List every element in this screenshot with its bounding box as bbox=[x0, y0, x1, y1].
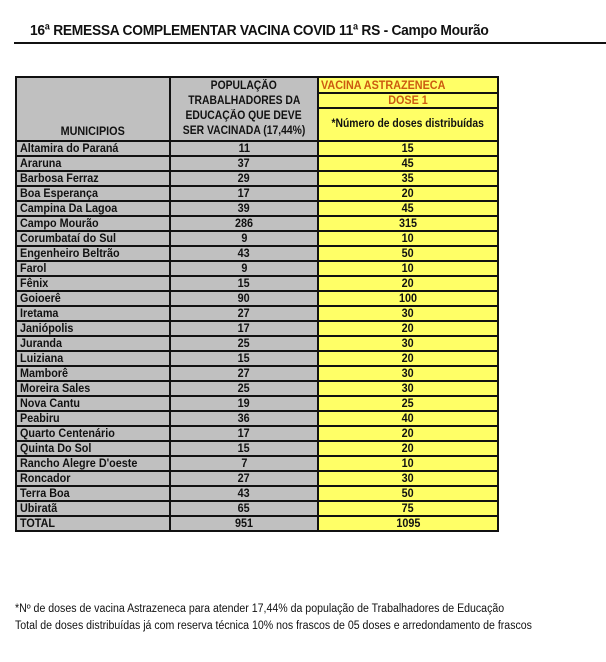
table-row bbox=[16, 141, 498, 156]
cell-municipio: TOTAL bbox=[16, 516, 170, 531]
cell-populacao: 37 bbox=[170, 156, 318, 171]
cell-populacao: 25 bbox=[170, 336, 318, 351]
cell-doses: 15 bbox=[318, 141, 498, 156]
cell-populacao: 43 bbox=[170, 246, 318, 261]
cell-municipio: Moreira Sales bbox=[16, 381, 170, 396]
cell-populacao: 43 bbox=[170, 486, 318, 501]
cell-populacao: 9 bbox=[170, 261, 318, 276]
cell-populacao: 15 bbox=[170, 441, 318, 456]
header-dose-1: DOSE 1 bbox=[318, 93, 498, 108]
cell-populacao: 286 bbox=[170, 216, 318, 231]
vaccine-distribution-table bbox=[15, 76, 499, 532]
header-doses-note: *Número de doses distribuídas bbox=[318, 108, 498, 141]
table-row bbox=[16, 231, 498, 246]
cell-doses: 25 bbox=[318, 396, 498, 411]
cell-doses: 100 bbox=[318, 291, 498, 306]
table-row bbox=[16, 441, 498, 456]
cell-populacao: 17 bbox=[170, 426, 318, 441]
footnote-reserva-tecnica: Total de doses distribuídas já com reserva técnica 10% nos frascos de 05 doses e arredondamento de frascos bbox=[15, 620, 532, 632]
table-row bbox=[16, 201, 498, 216]
cell-populacao: 39 bbox=[170, 201, 318, 216]
cell-doses: 30 bbox=[318, 366, 498, 381]
cell-doses: 10 bbox=[318, 456, 498, 471]
table-row bbox=[16, 486, 498, 501]
cell-populacao: 27 bbox=[170, 471, 318, 486]
header-vacina-astrazeneca: VACINA ASTRAZENECA bbox=[318, 77, 498, 93]
cell-doses: 35 bbox=[318, 171, 498, 186]
table-row bbox=[16, 411, 498, 426]
table-row bbox=[16, 366, 498, 381]
cell-municipio: Quinta Do Sol bbox=[16, 441, 170, 456]
cell-municipio: Barbosa Ferraz bbox=[16, 171, 170, 186]
cell-doses: 45 bbox=[318, 156, 498, 171]
cell-populacao: 17 bbox=[170, 321, 318, 336]
cell-municipio: Goioerê bbox=[16, 291, 170, 306]
cell-municipio: Engenheiro Beltrão bbox=[16, 246, 170, 261]
cell-populacao: 17 bbox=[170, 186, 318, 201]
cell-populacao: 65 bbox=[170, 501, 318, 516]
cell-populacao: 7 bbox=[170, 456, 318, 471]
table-row bbox=[16, 306, 498, 321]
cell-populacao: 25 bbox=[170, 381, 318, 396]
table-row bbox=[16, 156, 498, 171]
cell-municipio: Rancho Alegre D'oeste bbox=[16, 456, 170, 471]
cell-populacao: 36 bbox=[170, 411, 318, 426]
cell-populacao: 9 bbox=[170, 231, 318, 246]
cell-doses: 50 bbox=[318, 486, 498, 501]
cell-municipio: Juranda bbox=[16, 336, 170, 351]
cell-municipio: Campo Mourão bbox=[16, 216, 170, 231]
document-title: 16ª REMESSA COMPLEMENTAR VACINA COVID 11ª RS - Campo Mourão bbox=[30, 22, 489, 39]
cell-doses: 315 bbox=[318, 216, 498, 231]
cell-populacao: 90 bbox=[170, 291, 318, 306]
cell-populacao: 29 bbox=[170, 171, 318, 186]
cell-populacao: 27 bbox=[170, 306, 318, 321]
cell-doses: 40 bbox=[318, 411, 498, 426]
table-row bbox=[16, 246, 498, 261]
cell-doses: 45 bbox=[318, 201, 498, 216]
table-row bbox=[16, 456, 498, 471]
cell-municipio: Altamira do Paraná bbox=[16, 141, 170, 156]
cell-populacao: 951 bbox=[170, 516, 318, 531]
cell-doses: 10 bbox=[318, 261, 498, 276]
cell-municipio: Terra Boa bbox=[16, 486, 170, 501]
table-row bbox=[16, 381, 498, 396]
cell-municipio: Ubiratã bbox=[16, 501, 170, 516]
cell-municipio: Boa Esperança bbox=[16, 186, 170, 201]
cell-municipio: Fênix bbox=[16, 276, 170, 291]
table-row bbox=[16, 336, 498, 351]
table-row bbox=[16, 396, 498, 411]
table-row bbox=[16, 291, 498, 306]
footnote-astrazeneca: *Nº de doses de vacina Astrazeneca para atender 17,44% da população de Trabalhadores de Educação bbox=[15, 603, 505, 615]
cell-doses: 30 bbox=[318, 306, 498, 321]
table-row bbox=[16, 351, 498, 366]
table-row bbox=[16, 471, 498, 486]
cell-doses: 20 bbox=[318, 426, 498, 441]
cell-doses: 20 bbox=[318, 321, 498, 336]
cell-municipio: Roncador bbox=[16, 471, 170, 486]
cell-municipio: Janiópolis bbox=[16, 321, 170, 336]
cell-doses: 30 bbox=[318, 336, 498, 351]
table-row bbox=[16, 426, 498, 441]
cell-municipio: Quarto Centenário bbox=[16, 426, 170, 441]
cell-doses: 75 bbox=[318, 501, 498, 516]
cell-populacao: 15 bbox=[170, 351, 318, 366]
table-row bbox=[16, 276, 498, 291]
cell-doses: 20 bbox=[318, 186, 498, 201]
table-row bbox=[16, 186, 498, 201]
table-row bbox=[16, 216, 498, 231]
cell-municipio: Peabiru bbox=[16, 411, 170, 426]
cell-doses: 20 bbox=[318, 351, 498, 366]
cell-municipio: Nova Cantu bbox=[16, 396, 170, 411]
cell-populacao: 11 bbox=[170, 141, 318, 156]
cell-municipio: Iretama bbox=[16, 306, 170, 321]
table-row bbox=[16, 261, 498, 276]
cell-municipio: Farol bbox=[16, 261, 170, 276]
table-row bbox=[16, 321, 498, 336]
cell-doses: 30 bbox=[318, 381, 498, 396]
cell-doses: 20 bbox=[318, 441, 498, 456]
cell-doses: 30 bbox=[318, 471, 498, 486]
cell-doses: 20 bbox=[318, 276, 498, 291]
cell-doses: 10 bbox=[318, 231, 498, 246]
table-row bbox=[16, 501, 498, 516]
cell-populacao: 19 bbox=[170, 396, 318, 411]
cell-municipio: Campina Da Lagoa bbox=[16, 201, 170, 216]
cell-populacao: 27 bbox=[170, 366, 318, 381]
header-municipios: MUNICIPIOS bbox=[16, 77, 170, 141]
cell-doses: 50 bbox=[318, 246, 498, 261]
header-populacao: POPULAÇÃO TRABALHADORES DA EDUCAÇÃO QUE DEVE SER VACINADA (17,44%) bbox=[170, 77, 318, 141]
table-row bbox=[16, 171, 498, 186]
cell-municipio: Araruna bbox=[16, 156, 170, 171]
cell-municipio: Mamborê bbox=[16, 366, 170, 381]
cell-populacao: 15 bbox=[170, 276, 318, 291]
title-underline bbox=[14, 42, 606, 44]
total-row bbox=[16, 516, 498, 531]
cell-municipio: Corumbataí do Sul bbox=[16, 231, 170, 246]
cell-municipio: Luiziana bbox=[16, 351, 170, 366]
cell-doses: 1095 bbox=[318, 516, 498, 531]
